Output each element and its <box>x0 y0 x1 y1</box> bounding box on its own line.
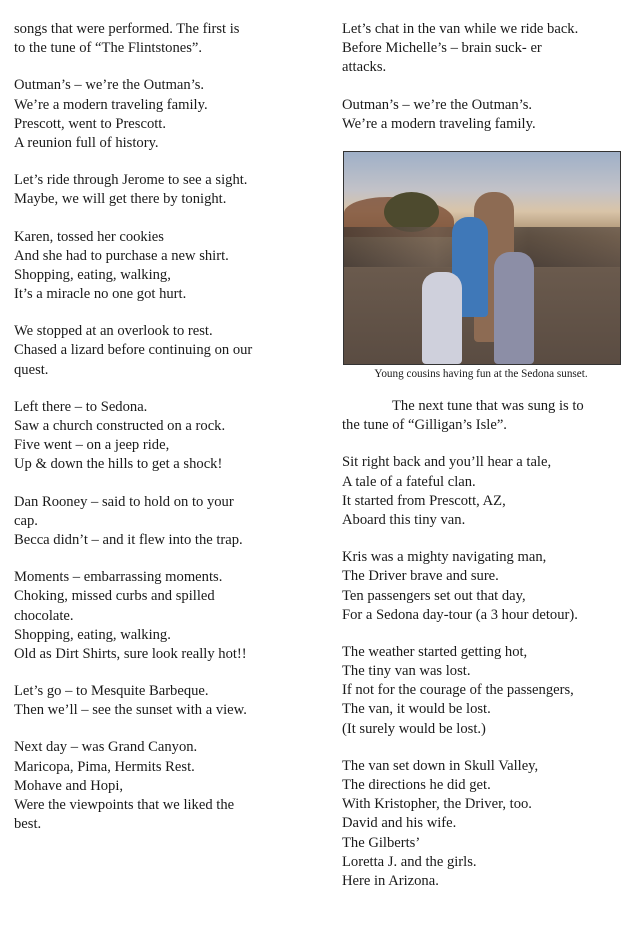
photo-person-girl-striped <box>494 252 534 364</box>
lyric-line: And she had to purchase a new shirt. <box>14 247 229 264</box>
lyric-line: the tune of “Gilligan’s Isle”. <box>342 417 507 434</box>
lyric-line: Chased a lizard before continuing on our <box>14 342 253 359</box>
lyric-line: Aboard this tiny van. <box>342 511 466 528</box>
lyric-line: Becca didn’t – and it flew into the trap. <box>14 531 243 548</box>
lyric-line: Were the viewpoints that we liked the <box>14 797 235 813</box>
lyric-line: Next day – was Grand Canyon. <box>14 739 198 756</box>
lyric-line: to the tune of “The Flintstones”. <box>14 40 203 57</box>
lyric-line: Prescott, went to Prescott. <box>14 115 166 132</box>
lyric-line: The weather started getting hot, <box>342 643 528 660</box>
lyric-line: Here in Arizona. <box>342 872 439 889</box>
stanza-gap <box>14 304 314 322</box>
lyric-line: Let’s go – to Mesquite Barbeque. <box>14 683 209 700</box>
stanza-gap <box>14 550 314 568</box>
lyric-line: David and his wife. <box>342 815 457 832</box>
photo-tree <box>384 192 439 232</box>
lyric-line: Let’s ride through Jerome to see a sight. <box>14 172 248 189</box>
lyric-line: best. <box>14 816 42 833</box>
lyric-line: A reunion full of history. <box>14 134 159 151</box>
lyric-line: Shopping, eating, walking, <box>14 266 171 283</box>
lyric-line: The Gilberts’ <box>342 834 421 851</box>
lyric-line: We stopped at an overlook to rest. <box>14 323 213 340</box>
lyric-line: quest. <box>14 361 49 378</box>
lyric-line: Before Michelle’s – brain suck- er <box>342 40 542 57</box>
stanza-gap <box>14 664 314 682</box>
stanza-gap <box>14 475 314 493</box>
right-column-top <box>342 20 627 134</box>
lyric-line: Maybe, we will get there by tonight. <box>14 191 227 208</box>
stanza-gap <box>342 530 627 548</box>
lyric-line: We’re a modern traveling family. <box>342 115 536 132</box>
lyric-line: It’s a miracle no one got hurt. <box>14 286 187 303</box>
lyric-line: Outman’s – we’re the Outman’s. <box>342 96 533 113</box>
lyric-line: The directions he did get. <box>342 777 491 793</box>
lyric-line: With Kristopher, the Driver, too. <box>342 796 532 813</box>
lyric-line: The tiny van was lost. <box>342 663 471 680</box>
right-column-bottom <box>342 397 627 891</box>
lyric-line: Moments – embarrassing moments. <box>14 569 223 586</box>
lyric-line: It started from Prescott, AZ, <box>342 492 506 509</box>
lyric-line: We’re a modern traveling family. <box>14 96 208 113</box>
stanza-gap <box>14 720 314 738</box>
lyric-line: Maricopa, Pima, Hermits Rest. <box>14 758 195 775</box>
lyric-line: Mohave and Hopi, <box>14 777 124 794</box>
lyric-line: chocolate. <box>14 607 74 624</box>
lyric-line: The next tune that was sung is to <box>392 398 584 414</box>
lyric-line: cap. <box>14 512 38 529</box>
photo-block <box>342 151 627 381</box>
lyric-line: Up & down the hills to get a shock! <box>14 456 223 473</box>
lyric-line: (It surely would be lost.) <box>342 720 486 737</box>
lyric-line: Kris was a mighty navigating man, <box>342 549 547 566</box>
photo-caption: Young cousins having fun at the Sedona sunset. <box>374 368 588 380</box>
sedona-sunset-photo <box>343 151 621 365</box>
lyric-line: songs that were performed. The first is <box>14 21 240 37</box>
lyric-line: A tale of a fateful clan. <box>342 473 476 490</box>
lyric-line: Left there – to Sedona. <box>14 398 148 415</box>
stanza-gap <box>342 625 627 643</box>
stanza-gap <box>14 210 314 228</box>
lyric-line: Choking, missed curbs and spilled <box>14 588 215 605</box>
stanza-gap <box>342 739 627 757</box>
lyric-line: Saw a church constructed on a rock. <box>14 418 226 434</box>
lyric-line: Ten passengers set out that day, <box>342 587 526 604</box>
lyric-line: If not for the courage of the passengers, <box>342 682 574 699</box>
lyric-line: Sit right back and you’ll hear a tale, <box>342 454 552 471</box>
lyric-line: Outman’s – we’re the Outman’s. <box>14 77 205 94</box>
stanza-gap <box>14 153 314 171</box>
stanza-gap <box>342 78 627 96</box>
lyric-line: Old as Dirt Shirts, sure look really hot!! <box>14 645 247 662</box>
lyric-line: For a Sedona day-tour (a 3 hour detour). <box>342 606 578 623</box>
lyric-line: Five went – on a jeep ride, <box>14 437 170 454</box>
lyric-line: Karen, tossed her cookies <box>14 228 164 245</box>
stanza-gap <box>14 380 314 398</box>
lyric-line: The van, it would be lost. <box>342 701 491 718</box>
lyric-line: Shopping, eating, walking. <box>14 626 171 643</box>
left-column <box>14 20 314 834</box>
lyric-line: Then we’ll – see the sunset with a view. <box>14 702 247 719</box>
lyric-line: The van set down in Skull Valley, <box>342 757 539 774</box>
photo-person-girl-white <box>422 272 462 364</box>
stanza-gap <box>342 435 627 453</box>
lyric-line: Loretta J. and the girls. <box>342 853 477 870</box>
lyric-line: The Driver brave and sure. <box>342 568 499 585</box>
stanza-gap <box>14 58 314 76</box>
lyric-line: Dan Rooney – said to hold on to your <box>14 493 234 510</box>
lyric-line: attacks. <box>342 59 387 76</box>
lyric-line: Let’s chat in the van while we ride back. <box>342 21 579 37</box>
